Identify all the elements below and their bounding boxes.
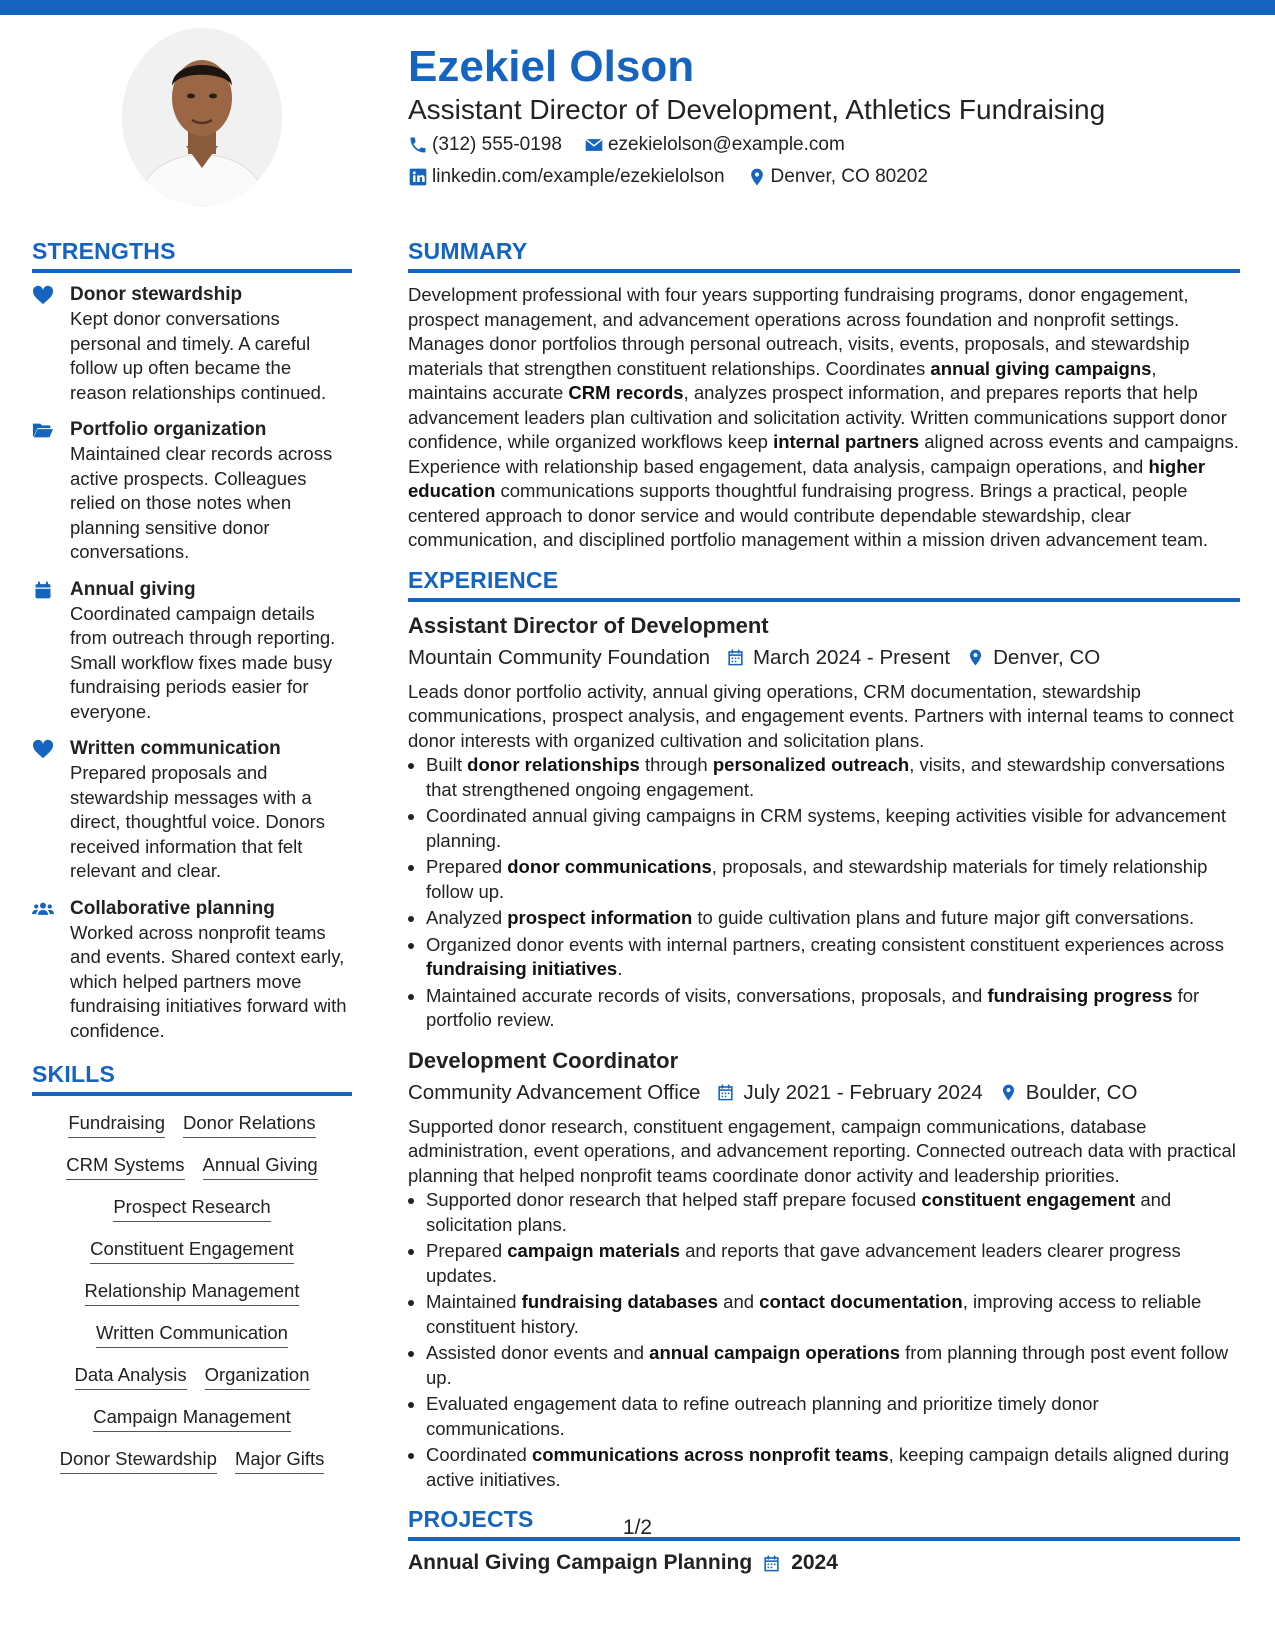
job-bullet: • Assisted donor events and annual campaign operations from planning through post event follow up. xyxy=(426,1341,1240,1390)
strength-title: Annual giving xyxy=(70,578,196,600)
calendar-icon xyxy=(762,1554,781,1573)
skill-tag: Prospect Research xyxy=(113,1196,270,1222)
skill-tag: Annual Giving xyxy=(203,1154,318,1180)
strength-item xyxy=(32,897,352,1044)
skill-row xyxy=(32,1154,352,1180)
skill-tag: Written Communication xyxy=(96,1322,288,1348)
job-bullet: • Evaluated engagement data to refine outreach planning and prioritize timely donor communications. xyxy=(426,1392,1240,1441)
job-bullets xyxy=(408,753,1240,1033)
linkedin-url[interactable]: linkedin.com/example/ezekielolson xyxy=(432,166,725,187)
contact-row-1 xyxy=(408,134,845,156)
skills-list xyxy=(32,1106,352,1474)
location-item xyxy=(747,166,928,188)
job-bullet: • Coordinated communications across nonprofit teams, keeping campaign details aligned during active initiatives. xyxy=(426,1443,1240,1492)
contact-row-2 xyxy=(408,166,928,188)
email-address[interactable]: ezekielolson@example.com xyxy=(607,134,845,155)
map-pin-icon xyxy=(966,648,985,667)
job-bullet: • Analyzed prospect information to guide cultivation plans and future major gift conversations. xyxy=(426,906,1240,931)
skill-tag: Donor Relations xyxy=(183,1112,316,1138)
projects-heading: PROJECTS xyxy=(408,1506,1240,1541)
summary-heading: SUMMARY xyxy=(408,238,1240,273)
job-title: Assistant Director of Development xyxy=(408,612,769,638)
top-accent-bar xyxy=(0,0,1275,15)
strength-desc: Prepared proposals and stewardship messages with a direct, thoughtful voice. Donors received information that felt relevant and clear. xyxy=(70,762,326,881)
job-location: Denver, CO xyxy=(966,644,1100,672)
candidate-name: Ezekiel Olson xyxy=(408,42,695,91)
strengths-heading: STRENGTHS xyxy=(32,238,352,273)
strength-item xyxy=(32,283,352,405)
experience-heading: EXPERIENCE xyxy=(408,567,1240,602)
projects-list xyxy=(408,1551,1240,1575)
phone-item xyxy=(408,134,562,156)
skill-tag: Major Gifts xyxy=(235,1448,324,1474)
linkedin-item[interactable] xyxy=(408,166,725,188)
profile-photo xyxy=(122,28,282,206)
skills-heading: SKILLS xyxy=(32,1061,352,1096)
strength-title: Donor stewardship xyxy=(70,284,243,305)
strength-desc: Worked across nonprofit teams and events. Shared context early, which helped partners move fundraising initiatives forward with confidence. xyxy=(70,921,347,1041)
job-bullet: • Coordinated annual giving campaigns in CRM systems, keeping activities visible for advancement planning. xyxy=(426,804,1240,853)
skill-tag: Data Analysis xyxy=(75,1364,187,1390)
calendar-icon xyxy=(726,648,745,667)
email-item[interactable] xyxy=(584,134,845,156)
strength-desc: Kept donor conversations personal and timely. A careful follow up often became the reason relationships continued. xyxy=(70,308,327,403)
skill-row xyxy=(32,1280,352,1306)
skill-tag: Donor Stewardship xyxy=(60,1448,217,1474)
job-entry xyxy=(408,1047,1240,1493)
job-description: Leads donor portfolio activity, annual giving operations, CRM documentation, stewardship communications, prospect analysis, and engagement events. Partners with internal teams to connect donor interests with organized cultivation and solicitation plans. xyxy=(408,680,1234,751)
job-bullet: • Prepared campaign materials and reports that gave advancement leaders clearer progress updates. xyxy=(426,1239,1240,1288)
skill-row xyxy=(32,1238,352,1264)
heart-icon xyxy=(32,283,56,405)
job-meta xyxy=(408,644,1240,672)
project-entry xyxy=(408,1551,1240,1575)
strength-desc: Coordinated campaign details from outreach through reporting. Small workflow fixes made busy fundraising periods easier for everyone. xyxy=(70,602,336,722)
strength-item xyxy=(32,418,352,565)
experience-list xyxy=(408,612,1240,1493)
calendar-icon xyxy=(716,1083,735,1102)
skills-section xyxy=(32,1061,352,1474)
job-org: Mountain Community Foundation xyxy=(408,645,710,669)
job-bullet: • Supported donor research that helped staff prepare focused constituent engagement and solicitation plans. xyxy=(426,1188,1240,1237)
job-bullet: • Maintained accurate records of visits, conversations, proposals, and fundraising progress for portfolio review. xyxy=(426,984,1240,1033)
strength-title: Portfolio organization xyxy=(70,419,267,440)
phone-icon xyxy=(408,135,428,155)
map-pin-icon xyxy=(999,1083,1018,1102)
job-entry xyxy=(408,612,1240,1033)
heart-icon xyxy=(32,737,56,884)
phone-number: (312) 555-0198 xyxy=(432,134,562,155)
skill-row xyxy=(32,1112,352,1138)
skill-row xyxy=(32,1364,352,1390)
job-dates: March 2024 - Present xyxy=(726,644,950,672)
skill-tag: Organization xyxy=(205,1364,310,1390)
project-title: Annual Giving Campaign Planning xyxy=(408,1551,753,1574)
linkedin-icon xyxy=(408,167,428,187)
left-column xyxy=(32,238,352,1474)
skill-tag: Campaign Management xyxy=(93,1406,290,1432)
job-description: Supported donor research, constituent engagement, campaign communications, database administration, event operations, and advancement reporting. Connected outreach data with practical planning that helped nonprofit teams coordinate donor activity and leadership priorities. xyxy=(408,1115,1236,1186)
page-number: 1/2 xyxy=(622,1516,653,1539)
job-title: Development Coordinator xyxy=(408,1047,679,1073)
strength-item xyxy=(32,578,352,725)
skill-row xyxy=(32,1196,352,1222)
strength-title: Collaborative planning xyxy=(70,897,275,919)
envelope-icon xyxy=(584,135,604,155)
job-bullet: • Built donor relationships through personalized outreach, visits, and stewardship conversations that strengthened ongoing engagement. xyxy=(426,753,1240,802)
strength-item xyxy=(32,737,352,884)
skill-row xyxy=(32,1322,352,1348)
skill-tag: Fundraising xyxy=(68,1112,165,1138)
skill-tag: Constituent Engagement xyxy=(90,1238,294,1264)
skill-row xyxy=(32,1406,352,1432)
folder-open-icon xyxy=(32,418,56,565)
location-text: Denver, CO 80202 xyxy=(770,166,928,187)
job-location: Boulder, CO xyxy=(999,1079,1138,1107)
candidate-title: Assistant Director of Development, Athletics Fundraising xyxy=(408,94,1106,125)
job-meta xyxy=(408,1079,1240,1107)
users-icon xyxy=(32,897,56,1044)
skill-tag: Relationship Management xyxy=(85,1280,300,1306)
job-bullet: • Prepared donor communications, proposals, and stewardship materials for timely relationship follow up. xyxy=(426,855,1240,904)
calendar-icon xyxy=(32,578,56,725)
strength-desc: Maintained clear records across active prospects. Colleagues relied on those notes when planning sensitive donor conversations. xyxy=(70,443,333,562)
project-year: 2024 xyxy=(791,1551,838,1574)
summary-text: Development professional with four years supporting fundraising programs, donor engagement, prospect management, and advancement operations across foundation and nonprofit settings. Manages donor portfolios through personal outreach, visits, events, proposals, and stewardship materials that strengthen constituent relationships. Coordinates annual giving campaigns, maintains accurate CRM records, analyzes prospect information, and prepares reports that help advancement leaders plan cultivation and solicitation activity. Written communications support donor confidence, while organized workflows keep internal partners aligned across events and campaigns. Experience with relationship based engagement, data analysis, campaign operations, and higher education communications supports thoughtful fundraising progress. Brings a practical, people centered approach to donor service and would contribute dependable stewardship, clear communication, and disciplined portfolio management within a mission driven advancement team. xyxy=(408,284,1239,550)
strength-title: Written communication xyxy=(70,738,281,759)
skill-row xyxy=(32,1448,352,1474)
job-bullet: • Organized donor events with internal partners, creating consistent constituent experiences across fundraising initiatives. xyxy=(426,933,1240,982)
right-column xyxy=(408,238,1240,1575)
map-pin-icon xyxy=(747,167,767,187)
job-dates: July 2021 - February 2024 xyxy=(716,1079,982,1107)
skill-tag: CRM Systems xyxy=(66,1154,184,1180)
job-org: Community Advancement Office xyxy=(408,1080,701,1104)
job-bullet: • Maintained fundraising databases and contact documentation, improving access to reliable constituent history. xyxy=(426,1290,1240,1339)
strengths-list xyxy=(32,283,352,1043)
job-bullets xyxy=(408,1188,1240,1492)
